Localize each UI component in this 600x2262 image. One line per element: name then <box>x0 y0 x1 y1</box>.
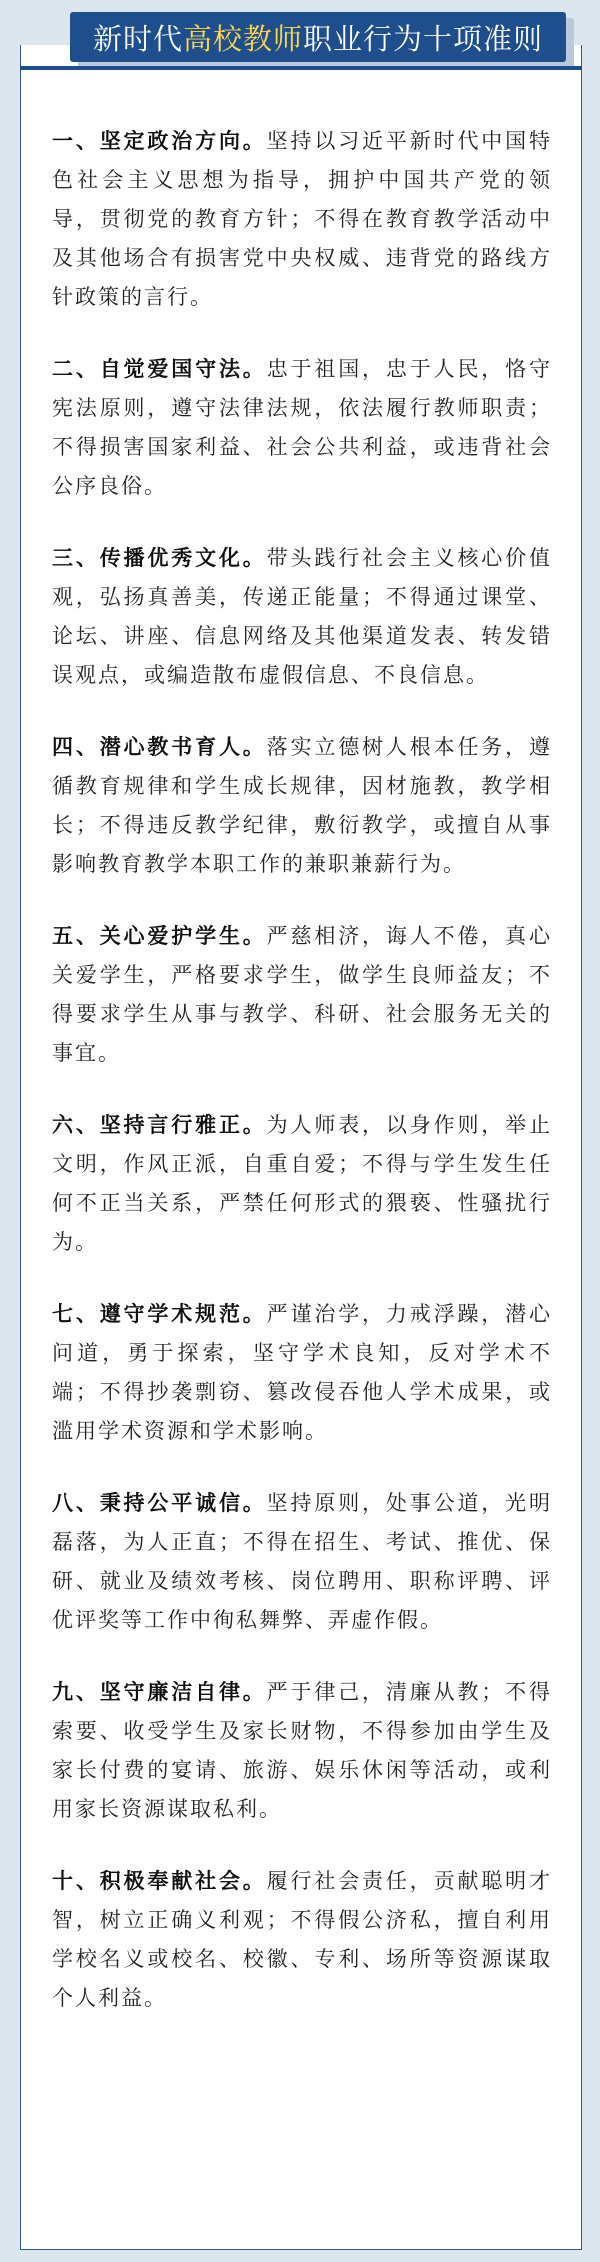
rule-heading: 三、传播优秀文化。 <box>52 546 267 570</box>
rule-text: 落实立德树人根本任务，遵循教育规律和学生成长规律，因材施教，教学相长；不得违反教学纪律，敷衍教学，或擅自从事影响教育教学本职工作的兼职兼薪行为。 <box>52 735 553 876</box>
rule-heading: 八、秉持公平诚信。 <box>52 1491 267 1515</box>
rule-heading: 五、关心爱护学生。 <box>52 924 267 948</box>
rule-10 <box>52 1862 552 2018</box>
title-underline <box>20 66 582 70</box>
rule-text: 严谨治学，力戒浮躁，潜心问道，勇于探索，坚守学术良知，反对学术不端；不得抄袭剽窃、篡改侵吞他人学术成果，或滥用学术资源和学术影响。 <box>52 1302 553 1443</box>
rules-list <box>52 122 552 2018</box>
title-prefix: 新时代 <box>92 21 183 56</box>
title-suffix: 职业行为十项准则 <box>303 21 544 56</box>
page-title <box>70 12 566 62</box>
rule-text: 严慈相济，诲人不倦，真心关爱学生，严格要求学生，做学生良师益友；不得要求学生从事与教学、科研、社会服务无关的事宜。 <box>52 924 553 1065</box>
rule-1 <box>52 122 552 317</box>
rule-text: 严于律己，清廉从教；不得索要、收受学生及家长财物，不得参加由学生及家长付费的宴请、旅游、娱乐休闲等活动，或利用家长资源谋取私利。 <box>52 1680 553 1821</box>
rule-9 <box>52 1673 552 1829</box>
rule-heading: 一、坚定政治方向。 <box>52 129 267 153</box>
rule-2 <box>52 350 552 506</box>
rule-4 <box>52 728 552 884</box>
rule-heading: 二、自觉爱国守法。 <box>52 357 267 381</box>
rule-text: 坚持以习近平新时代中国特色社会主义思想为指导，拥护中国共产党的领导，贯彻党的教育方针；不得在教育教学活动中及其他场合有损害党中央权威、违背党的路线方针政策的言行。 <box>52 129 553 309</box>
rule-text: 履行社会责任，贡献聪明才智，树立正确义利观；不得假公济私，擅自利用学校名义或校名、校徽、专利、场所等资源谋取个人利益。 <box>52 1869 553 2010</box>
rule-8 <box>52 1484 552 1640</box>
rule-text: 坚持原则，处事公道，光明磊落，为人正直；不得在招生、考试、推优、保研、就业及绩效考核、岗位聘用、职称评聘、评优评奖等工作中徇私舞弊、弄虚作假。 <box>52 1491 553 1632</box>
rule-heading: 十、积极奉献社会。 <box>52 1869 267 1893</box>
title-highlight: 高校教师 <box>182 21 303 56</box>
rule-text: 忠于祖国，忠于人民，恪守宪法原则，遵守法律法规，依法履行教师职责；不得损害国家利益、社会公共利益，或违背社会公序良俗。 <box>52 357 553 498</box>
title-banner <box>20 8 582 72</box>
rule-text: 带头践行社会主义核心价值观，弘扬真善美，传递正能量；不得通过课堂、论坛、讲座、信息网络及其他渠道发表、转发错误观点，或编造散布虚假信息、不良信息。 <box>52 546 553 687</box>
rule-heading: 九、坚守廉洁自律。 <box>52 1680 267 1704</box>
rule-6 <box>52 1106 552 1262</box>
rule-heading: 七、遵守学术规范。 <box>52 1302 267 1326</box>
rule-7 <box>52 1295 552 1451</box>
rule-text: 为人师表，以身作则，举止文明，作风正派，自重自爱；不得与学生发生任何不正当关系，严禁任何形式的猥亵、性骚扰行为。 <box>52 1113 553 1254</box>
rule-3 <box>52 539 552 695</box>
rule-heading: 四、潜心教书育人。 <box>52 735 267 759</box>
rule-heading: 六、坚持言行雅正。 <box>52 1113 267 1137</box>
rule-5 <box>52 917 552 1073</box>
